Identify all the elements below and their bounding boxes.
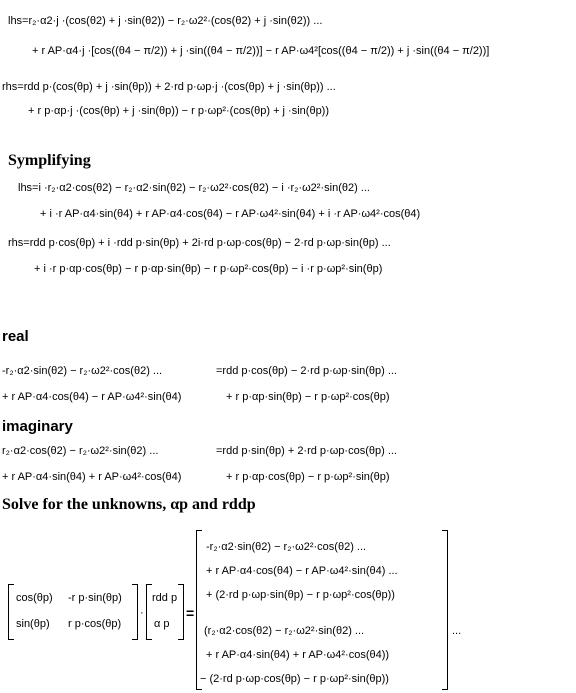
lhs-line-1[interactable]: lhs=r₂·α2·j ·(cos(θ2) + j ·sin(θ2)) − r₂·ω2²·(cos(θ2) + j ·sin(θ2)) ...	[8, 15, 323, 27]
real-lhs-line-2[interactable]: + r AP·α4·cos(θ4) − r AP·ω4²·sin(θ4)	[2, 391, 182, 403]
rhs-top-line-3: + (2·rd p·ωp·sin(θp) − r p·ωp²·cos(θp))	[206, 589, 395, 601]
coefficient-matrix[interactable]	[8, 584, 138, 640]
simplified-rhs-line-2[interactable]: + i ·r p·αp·cos(θp) − r p·αp·sin(θp) − r p·ωp²·cos(θp) − i ·r p·ωp²·sin(θp)	[34, 263, 383, 275]
simplifying-heading: Symplifying	[8, 152, 91, 169]
rhs-bottom-continuation: ...	[452, 625, 462, 637]
imaginary-lhs-line-2[interactable]: + r AP·α4·sin(θ4) + r AP·ω4²·cos(θ4)	[2, 471, 182, 483]
unknowns-vector[interactable]	[146, 584, 184, 640]
imaginary-rhs-line-2[interactable]: + r p·αp·cos(θp) − r p·ωp²·sin(θp)	[226, 471, 390, 483]
imaginary-heading: imaginary	[2, 418, 73, 435]
lhs-line-2[interactable]: + r AP·α4·j ·[cos((θ4 − π/2)) + j ·sin((θ4 − π/2))] − r AP·ω4²[cos((θ4 − π/2)) + j ·sin((θ4 − π/2))]	[32, 45, 490, 57]
real-heading: real	[2, 328, 29, 345]
rhs-line-1[interactable]: rhs=rdd p·(cos(θp) + j ·sin(θp)) + 2·rd p·ωp·j ·(cos(θp) + j ·sin(θp)) ...	[2, 81, 336, 93]
multiply-dot: ·	[140, 607, 144, 619]
solve-heading: Solve for the unknowns, αp and rddp	[2, 496, 256, 513]
matrix-a-12: -r p·sin(θp)	[68, 592, 122, 604]
real-lhs-line-1[interactable]: -r₂·α2·sin(θ2) − r₂·ω2²·cos(θ2) ...	[2, 365, 163, 377]
imaginary-lhs-line-1[interactable]: r₂·α2·cos(θ2) − r₂·ω2²·sin(θ2) ...	[2, 445, 159, 457]
rhs-top-line-2: + r AP·α4·cos(θ4) − r AP·ω4²·sin(θ4) ...	[206, 565, 398, 577]
equals-sign: =	[186, 605, 195, 621]
rhs-vector[interactable]	[196, 530, 448, 690]
rhs-line-2[interactable]: + r p·αp·j ·(cos(θp) + j ·sin(θp)) − r p·ωp²·(cos(θp) + j ·sin(θp))	[28, 105, 330, 117]
real-rhs-line-1[interactable]: =rdd p·cos(θp) − 2·rd p·ωp·sin(θp) ...	[216, 365, 397, 377]
matrix-a-11: cos(θp)	[16, 592, 53, 604]
rhs-bottom-line-3: − (2·rd p·ωp·cos(θp) − r p·ωp²·sin(θp))	[200, 673, 389, 685]
rhs-bottom-line-1: (r₂·α2·cos(θ2) − r₂·ω2²·sin(θ2) ...	[204, 625, 365, 637]
matrix-a-22: r p·cos(θp)	[68, 618, 122, 630]
matrix-a-21: sin(θp)	[16, 618, 50, 630]
imaginary-rhs-line-1[interactable]: =rdd p·sin(θp) + 2·rd p·ωp·cos(θp) ...	[216, 445, 397, 457]
real-rhs-line-2[interactable]: + r p·αp·sin(θp) − r p·ωp²·cos(θp)	[226, 391, 390, 403]
rhs-top-line-1: -r₂·α2·sin(θ2) − r₂·ω2²·cos(θ2) ...	[206, 541, 367, 553]
rhs-bottom-line-2: + r AP·α4·sin(θ4) + r AP·ω4²·cos(θ4))	[206, 649, 390, 661]
simplified-lhs-line-1[interactable]: lhs=i ·r₂·α2·cos(θ2) − r₂·α2·sin(θ2) − r₂·ω2²·cos(θ2) − i ·r₂·ω2²·sin(θ2) ...	[18, 182, 370, 194]
unknown-rdd-p: rdd p	[152, 592, 178, 604]
simplified-rhs-line-1[interactable]: rhs=rdd p·cos(θp) + i ·rdd p·sin(θp) + 2i·rd p·ωp·cos(θp) − 2·rd p·ωp·sin(θp) ...	[8, 237, 391, 249]
simplified-lhs-line-2[interactable]: + i ·r AP·α4·sin(θ4) + r AP·α4·cos(θ4) − r AP·ω4²·sin(θ4) + i ·r AP·ω4²·cos(θ4)	[40, 208, 421, 220]
unknown-alpha-p: α p	[154, 618, 170, 630]
